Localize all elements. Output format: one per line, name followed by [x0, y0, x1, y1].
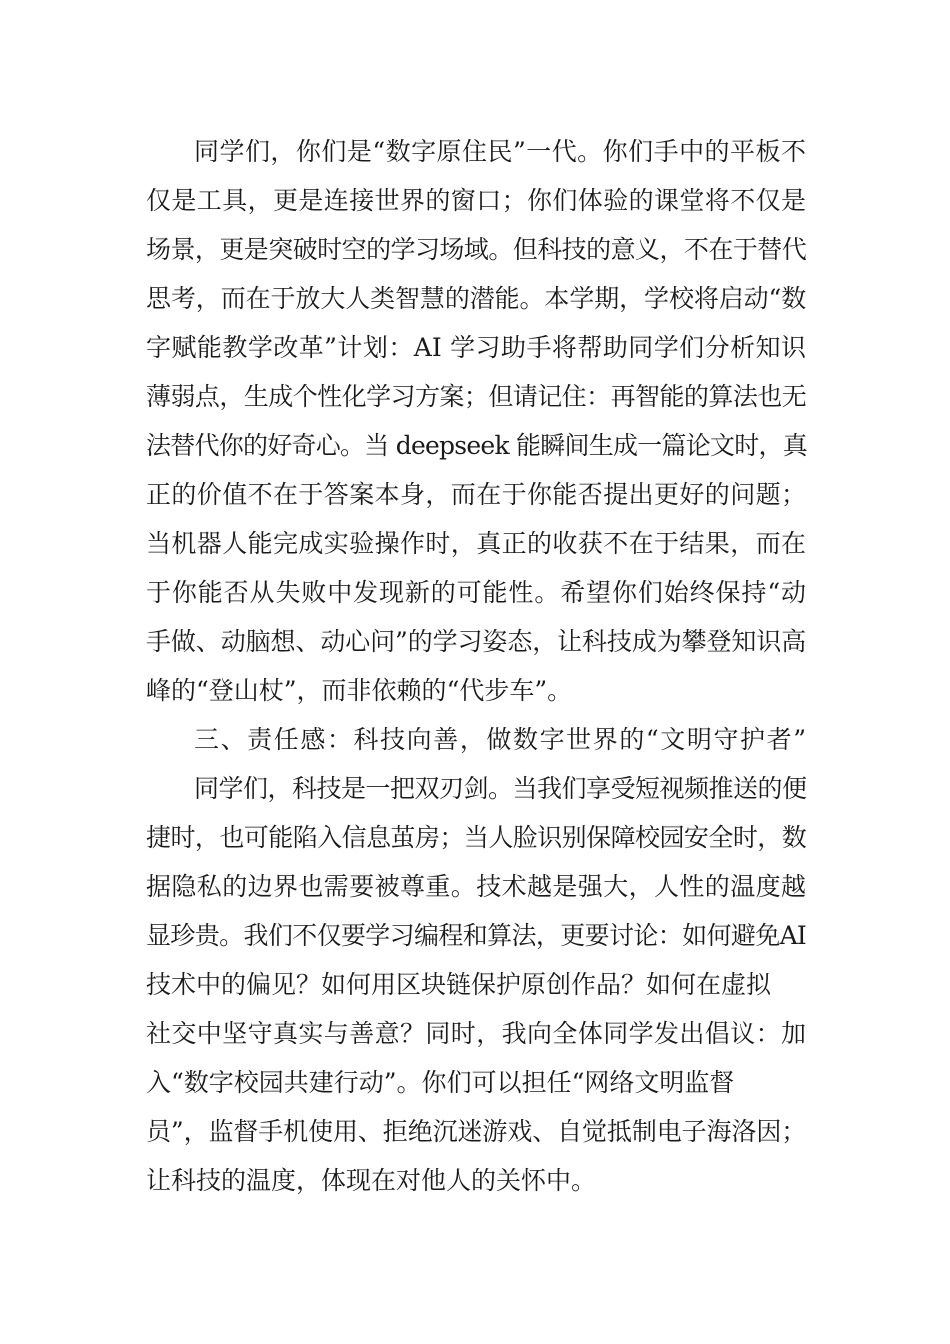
paragraph-line: 技术中的偏见？如何用区块链保护原创作品？如何在虚拟: [146, 970, 772, 999]
section-heading: 三、责任感：科技向善，做数字世界的“文明守护者”: [194, 725, 806, 754]
paragraph-line: 思考，而在于放大人类智慧的潜能。本学期，学校将启动“数: [146, 284, 806, 313]
paragraph-line: 让科技的温度，体现在对他人的关怀中。: [146, 1166, 597, 1195]
paragraph-line: 薄弱点，生成个性化学习方案；但请记住：再智能的算法也无: [146, 382, 806, 411]
paragraph-line: 同学们，你们是“数字原住民”一代。你们手中的平板不: [194, 137, 806, 166]
paragraph-line: 据隐私的边界也需要被尊重。技术越是强大，人性的温度越: [146, 872, 806, 901]
paragraph-line: 社交中坚守真实与善意？同时，我向全体同学发出倡议：加: [146, 1019, 806, 1048]
paragraph-line: 入“数字校园共建行动”。你们可以担任“网络文明监督: [146, 1068, 735, 1097]
paragraph-line: 当机器人能完成实验操作时，真正的收获不在于结果，而在: [146, 529, 806, 558]
paragraph-line: 字赋能教学改革”计划：AI 学习助手将帮助同学们分析知识: [146, 333, 806, 362]
paragraph-line: 正的价值不在于答案本身，而在于你能否提出更好的问题；: [146, 480, 806, 509]
paragraph-line: 仅是工具，更是连接世界的窗口；你们体验的课堂将不仅是: [146, 186, 806, 215]
paragraph-line: 法替代你的好奇心。当 deepseek 能瞬间生成一篇论文时，真: [146, 431, 808, 460]
paragraph-line: 显珍贵。我们不仅要学习编程和算法，更要讨论：如何避免AI: [146, 921, 806, 950]
paragraph-line: 场景，更是突破时空的学习场域。但科技的意义，不在于替代: [146, 235, 806, 264]
paragraph-line: 捷时，也可能陷入信息茧房；当人脸识别保障校园安全时，数: [146, 823, 806, 852]
paragraph-line: 峰的“登山杖”，而非依赖的“代步车”。: [146, 676, 573, 705]
paragraph-line: 员”，监督手机使用、拒绝沉迷游戏、自觉抵制电子海洛因；: [146, 1117, 806, 1146]
document-body: [146, 127, 806, 1205]
paragraph-line: 于你能否从失败中发现新的可能性。希望你们始终保持“动: [146, 578, 806, 607]
paragraph-line: 手做、动脑想、动心问”的学习姿态，让科技成为攀登知识高: [146, 627, 806, 656]
paragraph-line: 同学们，科技是一把双刃剑。当我们享受短视频推送的便: [194, 774, 807, 803]
